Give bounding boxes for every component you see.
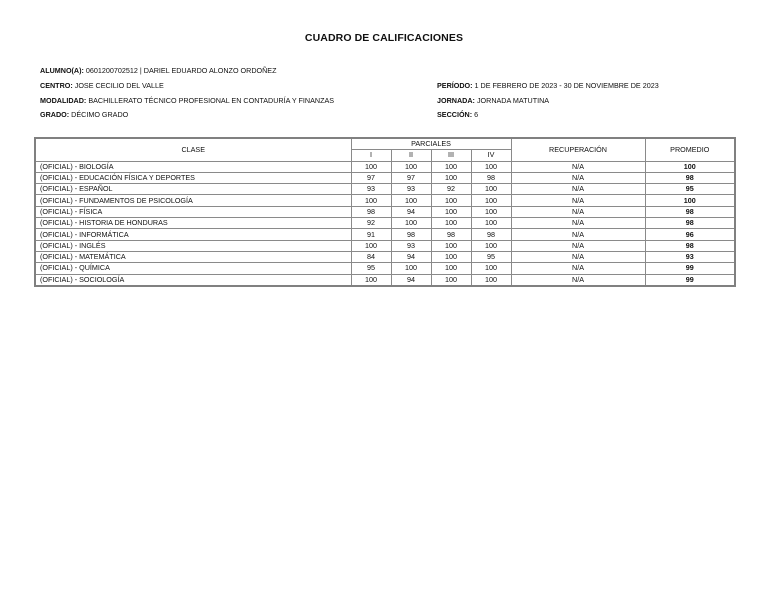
partial-4: 100 xyxy=(471,263,511,274)
partial-1: 95 xyxy=(351,263,391,274)
partial-2: 94 xyxy=(391,274,431,286)
partial-4: 100 xyxy=(471,161,511,172)
header-partial-3: III xyxy=(431,150,471,161)
partial-4: 100 xyxy=(471,206,511,217)
partial-2: 93 xyxy=(391,240,431,251)
student-info xyxy=(40,66,276,75)
table-row xyxy=(35,184,735,195)
recovery: N/A xyxy=(511,274,645,286)
recovery: N/A xyxy=(511,251,645,262)
grade-info xyxy=(40,110,128,119)
section-info xyxy=(437,110,478,119)
partial-3: 100 xyxy=(431,240,471,251)
partial-3: 98 xyxy=(431,229,471,240)
section-value: 6 xyxy=(474,110,479,119)
header-partial-4: IV xyxy=(471,150,511,161)
table-row xyxy=(35,251,735,262)
partial-4: 100 xyxy=(471,195,511,206)
shift-value: JORNADA MATUTINA xyxy=(476,96,550,105)
recovery: N/A xyxy=(511,263,645,274)
class-name: (OFICIAL) - INFORMÁTICA xyxy=(35,229,351,240)
header-partial-1: I xyxy=(351,150,391,161)
partial-2: 93 xyxy=(391,184,431,195)
partial-3: 92 xyxy=(431,184,471,195)
partial-1: 100 xyxy=(351,240,391,251)
partial-3: 100 xyxy=(431,263,471,274)
class-name: (OFICIAL) - HISTORIA DE HONDURAS xyxy=(35,218,351,229)
period-value: 1 DE FEBRERO DE 2023 - 30 DE NOVIEMBRE DE 2023 xyxy=(474,81,659,90)
partial-1: 97 xyxy=(351,172,391,183)
partial-2: 94 xyxy=(391,206,431,217)
class-name: (OFICIAL) - ESPAÑOL xyxy=(35,184,351,195)
average: 98 xyxy=(645,240,735,251)
partial-4: 95 xyxy=(471,251,511,262)
partial-4: 100 xyxy=(471,218,511,229)
grade-value: DÉCIMO GRADO xyxy=(71,110,129,119)
student-label: ALUMNO(A): xyxy=(40,66,84,75)
partial-2: 97 xyxy=(391,172,431,183)
student-value: 0601200702512 | DARIEL EDUARDO ALONZO ORDOÑEZ xyxy=(85,66,277,75)
average: 98 xyxy=(645,218,735,229)
shift-label: JORNADA: xyxy=(437,96,475,105)
average: 98 xyxy=(645,206,735,217)
partial-1: 84 xyxy=(351,251,391,262)
table-row xyxy=(35,263,735,274)
modality-info xyxy=(40,96,334,105)
recovery: N/A xyxy=(511,218,645,229)
recovery: N/A xyxy=(511,172,645,183)
modality-value: BACHILLERATO TÉCNICO PROFESIONAL EN CONTADURÍA Y FINANZAS xyxy=(88,96,335,105)
table-row xyxy=(35,218,735,229)
center-label: CENTRO: xyxy=(40,81,73,90)
average: 95 xyxy=(645,184,735,195)
partial-3: 100 xyxy=(431,161,471,172)
partial-2: 100 xyxy=(391,263,431,274)
table-row xyxy=(35,229,735,240)
table-row xyxy=(35,195,735,206)
recovery: N/A xyxy=(511,195,645,206)
partial-1: 100 xyxy=(351,274,391,286)
class-name: (OFICIAL) - INGLÉS xyxy=(35,240,351,251)
recovery: N/A xyxy=(511,229,645,240)
class-name: (OFICIAL) - QUÍMICA xyxy=(35,263,351,274)
table-row xyxy=(35,274,735,286)
average: 100 xyxy=(645,161,735,172)
average: 93 xyxy=(645,251,735,262)
partial-3: 100 xyxy=(431,206,471,217)
class-name: (OFICIAL) - EDUCACIÓN FÍSICA Y DEPORTES xyxy=(35,172,351,183)
partial-3: 100 xyxy=(431,195,471,206)
class-name: (OFICIAL) - MATEMÁTICA xyxy=(35,251,351,262)
partial-2: 100 xyxy=(391,218,431,229)
recovery: N/A xyxy=(511,206,645,217)
table-row xyxy=(35,240,735,251)
partial-2: 98 xyxy=(391,229,431,240)
partial-4: 100 xyxy=(471,274,511,286)
modality-label: MODALIDAD: xyxy=(40,96,87,105)
partial-4: 98 xyxy=(471,229,511,240)
partial-1: 100 xyxy=(351,161,391,172)
average: 99 xyxy=(645,274,735,286)
section-label: SECCIÓN: xyxy=(437,110,473,119)
partial-1: 93 xyxy=(351,184,391,195)
grades-table xyxy=(34,137,736,287)
average: 99 xyxy=(645,263,735,274)
partial-3: 100 xyxy=(431,251,471,262)
recovery: N/A xyxy=(511,240,645,251)
header-recovery: RECUPERACIÓN xyxy=(511,138,645,161)
period-label: PERÍODO: xyxy=(437,81,473,90)
partial-3: 100 xyxy=(431,172,471,183)
recovery: N/A xyxy=(511,161,645,172)
partial-3: 100 xyxy=(431,218,471,229)
grade-label: GRADO: xyxy=(40,110,70,119)
partial-2: 94 xyxy=(391,251,431,262)
class-name: (OFICIAL) - SOCIOLOGÍA xyxy=(35,274,351,286)
center-value: JOSE CECILIO DEL VALLE xyxy=(74,81,164,90)
partial-4: 100 xyxy=(471,184,511,195)
page-title: CUADRO DE CALIFICACIONES xyxy=(304,32,464,44)
center-info xyxy=(40,81,164,90)
partial-1: 98 xyxy=(351,206,391,217)
average: 96 xyxy=(645,229,735,240)
header-class: CLASE xyxy=(35,138,351,161)
shift-info xyxy=(437,96,549,105)
header-partials: PARCIALES xyxy=(351,138,511,150)
partial-1: 92 xyxy=(351,218,391,229)
partial-3: 100 xyxy=(431,274,471,286)
table-row xyxy=(35,206,735,217)
table-row xyxy=(35,172,735,183)
header-average: PROMEDIO xyxy=(645,138,735,161)
class-name: (OFICIAL) - FÍSICA xyxy=(35,206,351,217)
average: 100 xyxy=(645,195,735,206)
average: 98 xyxy=(645,172,735,183)
period-info xyxy=(437,81,659,90)
table-row xyxy=(35,161,735,172)
recovery: N/A xyxy=(511,184,645,195)
class-name: (OFICIAL) - BIOLOGÍA xyxy=(35,161,351,172)
partial-4: 98 xyxy=(471,172,511,183)
class-name: (OFICIAL) - FUNDAMENTOS DE PSICOLOGÍA xyxy=(35,195,351,206)
partial-4: 100 xyxy=(471,240,511,251)
partial-1: 100 xyxy=(351,195,391,206)
partial-2: 100 xyxy=(391,161,431,172)
partial-2: 100 xyxy=(391,195,431,206)
partial-1: 91 xyxy=(351,229,391,240)
header-partial-2: II xyxy=(391,150,431,161)
